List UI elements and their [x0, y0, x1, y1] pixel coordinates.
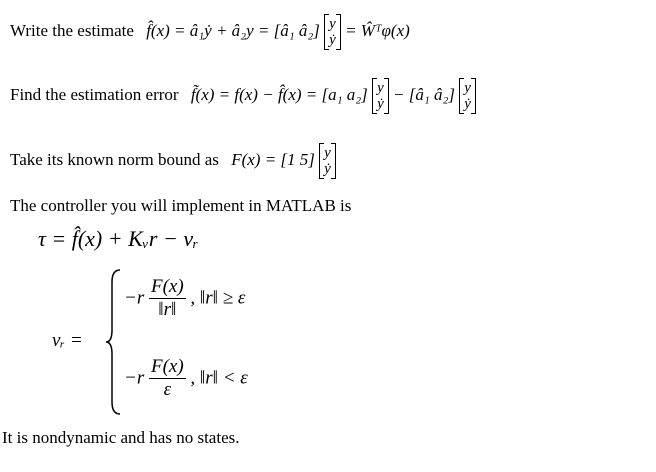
- error-vector-2: y ẏ: [459, 78, 476, 114]
- estimate-text: Write the estimate: [10, 20, 134, 40]
- case-2: −r $\frac{F(x)}{\varepsilon}$ , ‖r‖ < ε: [124, 356, 248, 400]
- vr-lhs: vᵣ =: [52, 330, 83, 351]
- estimate-tail: = Ŵᵀφ(x): [345, 20, 410, 40]
- controller-intro: The controller you will implement in MATLAB is: [10, 196, 352, 215]
- estimate-vector: y ẏ: [324, 14, 341, 50]
- tau-equation: τ = f̂(x) + Kᵥr − vᵣ: [38, 226, 199, 251]
- case-1: −r $\frac{F(x)}{‖r‖}$ , ‖r‖ ≥ ε: [124, 276, 246, 320]
- estimate-line: [10, 14, 410, 50]
- norm-bound-equation: F(x) = [1 5]: [231, 149, 315, 169]
- error-vector-1: y ẏ: [372, 78, 389, 114]
- error-equation: f̃(x) = f(x) − f̂(x) = [a₁ a₂]: [190, 84, 368, 104]
- closing-line: It is nondynamic and has no states.: [2, 428, 240, 447]
- error-text: Find the estimation error: [10, 84, 179, 104]
- norm-bound-line: [10, 143, 336, 179]
- error-line: [10, 78, 476, 114]
- norm-bound-vector: y ẏ: [319, 143, 336, 179]
- estimate-equation: f̂(x) = â₁ẏ + â₂y = [â₁ â₂]: [146, 20, 320, 40]
- error-mid: − [â₁ â₂]: [392, 84, 456, 104]
- norm-bound-text: Take its known norm bound as: [10, 149, 219, 169]
- piecewise-brace: [104, 268, 124, 416]
